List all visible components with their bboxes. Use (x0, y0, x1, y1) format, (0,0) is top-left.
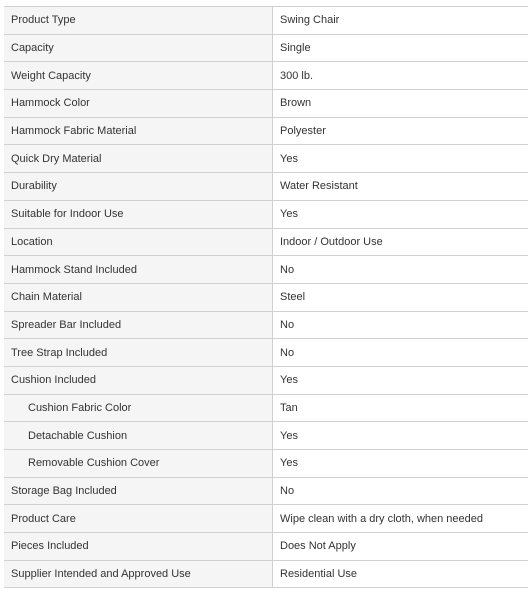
spec-label: Location (4, 228, 273, 256)
spec-value: Steel (273, 283, 529, 311)
spec-value: Water Resistant (273, 173, 529, 201)
spec-value: No (273, 477, 529, 505)
spec-label: Pieces Included (4, 533, 273, 561)
spec-sublabel: Cushion Fabric Color (4, 394, 273, 422)
spec-value: No (273, 256, 529, 284)
spec-value: Tan (273, 394, 529, 422)
spec-value: Yes (273, 450, 529, 478)
spec-row (4, 533, 528, 561)
spec-value: No (273, 339, 529, 367)
spec-value: Single (273, 34, 529, 62)
spec-value: Brown (273, 90, 529, 118)
spec-row (4, 145, 528, 173)
spec-row (4, 173, 528, 201)
spec-row (4, 256, 528, 284)
spec-label: Supplier Intended and Approved Use (4, 560, 273, 588)
spec-row (4, 117, 528, 145)
spec-value: 300 lb. (273, 62, 529, 90)
spec-value: Yes (273, 422, 529, 450)
spec-row (4, 339, 528, 367)
spec-label: Product Care (4, 505, 273, 533)
specifications-table (4, 6, 528, 588)
spec-label: Quick Dry Material (4, 145, 273, 173)
spec-row (4, 311, 528, 339)
spec-label: Product Type (4, 7, 273, 35)
spec-subrow (4, 394, 528, 422)
spec-label: Capacity (4, 34, 273, 62)
spec-label: Chain Material (4, 283, 273, 311)
spec-row (4, 62, 528, 90)
spec-value: Yes (273, 200, 529, 228)
spec-row (4, 228, 528, 256)
spec-label: Hammock Stand Included (4, 256, 273, 284)
spec-row (4, 200, 528, 228)
spec-value: Wipe clean with a dry cloth, when needed (273, 505, 529, 533)
spec-value: Polyester (273, 117, 529, 145)
spec-label: Spreader Bar Included (4, 311, 273, 339)
spec-row (4, 7, 528, 35)
spec-row (4, 90, 528, 118)
spec-label: Hammock Fabric Material (4, 117, 273, 145)
spec-label: Hammock Color (4, 90, 273, 118)
spec-row (4, 366, 528, 394)
spec-label: Weight Capacity (4, 62, 273, 90)
spec-subrow (4, 422, 528, 450)
spec-sublabel: Detachable Cushion (4, 422, 273, 450)
spec-value: Yes (273, 366, 529, 394)
spec-sublabel: Removable Cushion Cover (4, 450, 273, 478)
spec-value: No (273, 311, 529, 339)
spec-row (4, 283, 528, 311)
spec-label: Tree Strap Included (4, 339, 273, 367)
spec-label: Durability (4, 173, 273, 201)
spec-value: Indoor / Outdoor Use (273, 228, 529, 256)
spec-label: Cushion Included (4, 366, 273, 394)
spec-value: Does Not Apply (273, 533, 529, 561)
spec-label: Storage Bag Included (4, 477, 273, 505)
spec-subrow (4, 450, 528, 478)
spec-row (4, 34, 528, 62)
spec-value: Yes (273, 145, 529, 173)
spec-label: Suitable for Indoor Use (4, 200, 273, 228)
spec-row (4, 505, 528, 533)
spec-value: Swing Chair (273, 7, 529, 35)
spec-row (4, 560, 528, 588)
spec-value: Residential Use (273, 560, 529, 588)
specifications-table-body (4, 7, 528, 588)
spec-row (4, 477, 528, 505)
